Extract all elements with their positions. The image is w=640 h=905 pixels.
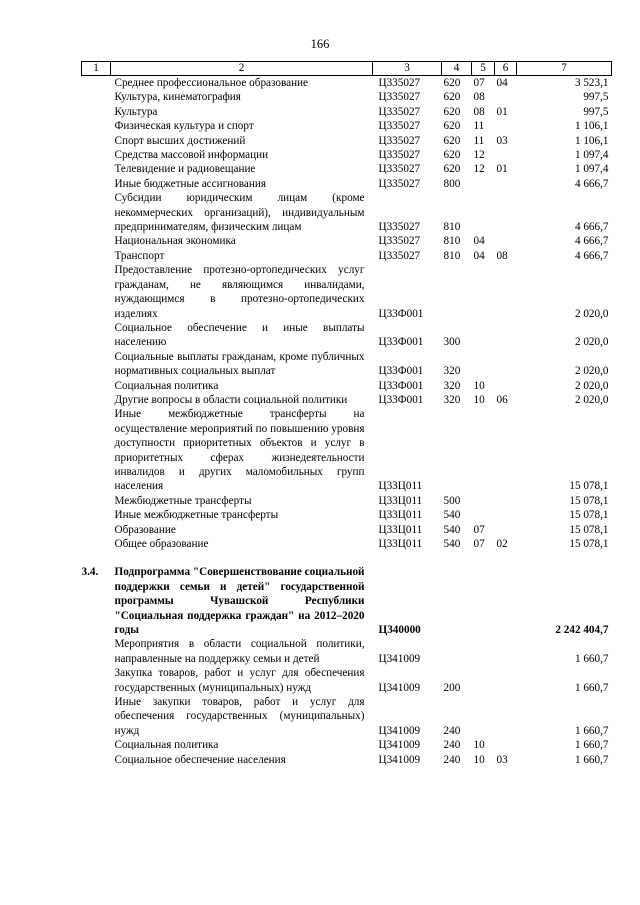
item-name: Социальная политика [114, 739, 219, 752]
item-name: Социальное обеспечение и иные выплаты населению [114, 321, 365, 349]
section-code: 08 [473, 91, 485, 104]
budget-table [81, 61, 612, 767]
subsection-code: 08 [496, 249, 508, 262]
section-code: 10 [473, 393, 485, 406]
amount-value: 15 078,1 [569, 523, 609, 536]
target-article-code: Ц341009 [378, 724, 421, 737]
section-code: 11 [473, 120, 485, 133]
target-article-code: Ц335027 [378, 149, 421, 162]
target-article-code: Ц341009 [378, 681, 421, 694]
table-row [82, 494, 612, 508]
table-row [82, 508, 612, 522]
amount-value: 15 078,1 [569, 480, 609, 493]
amount-value: 3 523,1 [574, 77, 609, 89]
target-article-code: Ц33Ц011 [378, 523, 423, 536]
subsection-code: 03 [496, 753, 508, 766]
item-name: Телевидение и радиовещание [114, 163, 256, 176]
section-code [472, 177, 495, 191]
section-code: 07 [473, 77, 485, 89]
expense-type-code: 540 [443, 509, 461, 522]
column-header-1: 1 [82, 62, 111, 76]
target-article-code: Ц33Ф001 [378, 379, 424, 392]
expense-type-code: 500 [443, 494, 461, 507]
expense-type-code: 810 [443, 249, 461, 262]
table-row [82, 321, 612, 350]
expense-type-code: 810 [443, 221, 461, 234]
section-code: 12 [473, 149, 485, 162]
target-article-code: Ц33Ц011 [378, 509, 423, 522]
item-name: Культура, кинематография [114, 91, 241, 104]
subsection-code [495, 407, 517, 493]
item-name: Общее образование [114, 538, 209, 550]
amount-value: 15 078,1 [569, 494, 609, 507]
amount-value: 4 666,7 [574, 249, 609, 262]
target-article-code: Ц33Ф001 [378, 393, 424, 406]
expense-type-code: 320 [443, 365, 461, 378]
table-row [82, 105, 612, 119]
target-article-code: Ц341009 [378, 652, 421, 665]
section-code: 07 [473, 538, 485, 550]
target-article-code: Ц335027 [378, 221, 421, 234]
item-number [82, 537, 111, 551]
target-article-code: Ц335027 [378, 77, 421, 89]
amount-value: 1 660,7 [574, 652, 609, 665]
item-number [82, 191, 111, 234]
expense-type-code: 540 [443, 538, 461, 550]
item-number [82, 162, 111, 176]
section-code [472, 666, 495, 695]
expense-type-code [442, 637, 472, 666]
target-article-code: Ц335027 [378, 120, 421, 133]
expense-type-code [442, 565, 472, 637]
item-name: Социальная политика [114, 379, 219, 392]
amount-value: 15 078,1 [569, 509, 609, 522]
column-header-3: 3 [373, 62, 442, 76]
table-row [82, 695, 612, 738]
subsection-code [495, 379, 517, 393]
item-name: Социальные выплаты гражданам, кроме публичных нормативных социальных выплат [114, 350, 365, 378]
target-article-code: Ц341009 [378, 753, 421, 766]
item-name: Предоставление протезно-ортопедических услуг гражданам, не являющимся инвалидами, нуждающимся в протезно-ортопедических изделиях [114, 264, 365, 320]
table-row [82, 263, 612, 321]
item-number [82, 523, 111, 537]
expense-type-code: 320 [443, 393, 461, 406]
target-article-code: Ц33Ф001 [378, 336, 424, 349]
column-header-7: 7 [517, 62, 612, 76]
spacer-row [82, 551, 612, 565]
expense-type-code: 240 [443, 724, 461, 737]
item-name: Социальное обеспечение населения [114, 753, 286, 766]
amount-value: 997,5 [583, 105, 609, 118]
table-row [82, 162, 612, 176]
subsection-code [495, 148, 517, 162]
section-code: 11 [473, 134, 485, 147]
subsection-code [495, 494, 517, 508]
amount-value: 1 660,7 [574, 753, 609, 766]
target-article-code: Ц335027 [378, 177, 421, 190]
table-row [82, 379, 612, 393]
section-code: 10 [473, 739, 485, 752]
section-code [472, 321, 495, 350]
target-article-code: Ц33Ц011 [378, 494, 423, 507]
section-code [472, 565, 495, 637]
item-name: Иные бюджетные ассигнования [114, 177, 266, 190]
table-row [82, 249, 612, 263]
section-code: 07 [473, 523, 485, 536]
amount-value: 1 660,7 [574, 681, 609, 694]
table-body [82, 76, 612, 768]
expense-type-code: 810 [443, 235, 461, 248]
spacer-cell [82, 551, 612, 565]
amount-value: 1 106,1 [574, 134, 609, 147]
item-name: Закупка товаров, работ и услуг для обеспечения государственных (муниципальных) нужд [114, 667, 365, 694]
table-row [82, 191, 612, 234]
amount-value: 1 097,4 [574, 163, 609, 176]
item-name: Субсидии юридическим лицам (кроме некоммерческих организаций), индивидуальным предпринимателям, физическим лицам [114, 192, 365, 234]
column-header-2: 2 [111, 62, 373, 76]
subsection-code [495, 191, 517, 234]
section-code [472, 263, 495, 321]
amount-value: 15 078,1 [569, 538, 609, 550]
subsection-code: 04 [496, 77, 508, 89]
subsection-code: 01 [496, 105, 508, 118]
amount-value: 2 020,0 [574, 393, 609, 406]
item-number [82, 393, 111, 407]
item-number [82, 134, 111, 148]
subsection-code [495, 119, 517, 133]
expense-type-code: 620 [443, 105, 461, 118]
target-article-code: Ц335027 [378, 105, 421, 118]
expense-type-code: 620 [443, 149, 461, 162]
page-number: 166 [310, 37, 330, 51]
item-name: Национальная экономика [114, 235, 236, 248]
expense-type-code: 800 [443, 177, 461, 190]
expense-type-code [442, 263, 472, 321]
subsection-code [495, 637, 517, 666]
table-row [82, 565, 612, 637]
amount-value: 2 020,0 [574, 336, 609, 349]
table-row [82, 177, 612, 191]
subsection-code [495, 666, 517, 695]
amount-value: 1 106,1 [574, 120, 609, 133]
section-code [472, 508, 495, 522]
target-article-code: Ц335027 [378, 249, 421, 262]
subsection-code [495, 523, 517, 537]
amount-value: 1 660,7 [574, 739, 609, 752]
item-number [82, 753, 111, 767]
expense-type-code: 300 [443, 336, 461, 349]
amount-value: 2 020,0 [574, 365, 609, 378]
target-article-code: Ц33Ц011 [378, 538, 423, 550]
table-row [82, 134, 612, 148]
table-row [82, 666, 612, 695]
section-code [472, 191, 495, 234]
subsection-code: 02 [496, 538, 508, 550]
target-article-code: Ц335027 [378, 91, 421, 104]
header-row [82, 62, 612, 76]
item-number [82, 76, 111, 91]
table-row [82, 148, 612, 162]
section-code: 10 [473, 753, 485, 766]
expense-type-code: 620 [443, 77, 461, 89]
item-number [82, 249, 111, 263]
item-number [82, 321, 111, 350]
table-row [82, 350, 612, 379]
item-number: 3.4. [81, 566, 99, 579]
table-row [82, 537, 612, 551]
section-code: 04 [473, 235, 485, 248]
table-row [82, 407, 612, 493]
item-number [82, 494, 111, 508]
subsection-code [495, 263, 517, 321]
subsection-code [495, 565, 517, 637]
expense-type-code [442, 407, 472, 493]
section-code: 04 [473, 249, 485, 262]
subsection-code [495, 508, 517, 522]
item-number [82, 666, 111, 695]
target-article-code: Ц335027 [378, 163, 421, 176]
amount-value: 997,5 [583, 91, 609, 104]
item-number [82, 90, 111, 104]
expense-type-code: 200 [443, 681, 461, 694]
item-name: Спорт высших достижений [114, 134, 246, 147]
subsection-code [495, 738, 517, 752]
amount-value: 2 020,0 [574, 379, 609, 392]
item-name: Культура [114, 105, 158, 118]
target-article-code: Ц335027 [378, 134, 421, 147]
amount-value: 4 666,7 [574, 235, 609, 248]
table-row [82, 523, 612, 537]
item-number [82, 105, 111, 119]
section-code [472, 494, 495, 508]
section-code: 10 [473, 379, 485, 392]
expense-type-code: 240 [443, 739, 461, 752]
item-number [82, 738, 111, 752]
target-article-code: Ц33Ф001 [378, 307, 424, 320]
expense-type-code: 320 [443, 379, 461, 392]
amount-value: 2 242 404,7 [555, 624, 609, 637]
amount-value: 4 666,7 [574, 177, 609, 190]
table-row [82, 234, 612, 248]
section-code: 12 [473, 163, 485, 176]
subsection-code: 03 [496, 134, 508, 147]
item-name: Иные закупки товаров, работ и услуг для обеспечения государственных (муниципальных) нужд [114, 696, 365, 737]
amount-value: 1 660,7 [574, 724, 609, 737]
table-row [82, 637, 612, 666]
amount-value: 1 097,4 [574, 149, 609, 162]
expense-type-code: 620 [443, 134, 461, 147]
section-code: 08 [473, 105, 485, 118]
item-name: Среднее профессиональное образование [114, 77, 309, 89]
subsection-code: 06 [496, 393, 508, 406]
expense-type-code: 620 [443, 91, 461, 104]
table-row [82, 738, 612, 752]
item-name: Физическая культура и спорт [114, 120, 254, 133]
item-name: Образование [114, 523, 176, 536]
item-name: Другие вопросы в области социальной политики [114, 393, 348, 406]
item-number [82, 508, 111, 522]
item-name: Средства массовой информации [114, 149, 269, 162]
expense-type-code: 540 [443, 523, 461, 536]
item-number [82, 350, 111, 379]
subsection-code [495, 350, 517, 379]
section-code [472, 637, 495, 666]
column-header-5: 5 [472, 62, 495, 76]
target-article-code: Ц335027 [378, 235, 421, 248]
subsection-code: 01 [496, 163, 508, 176]
item-number [82, 407, 111, 493]
amount-value: 2 020,0 [574, 307, 609, 320]
item-name: Межбюджетные трансферты [114, 494, 252, 507]
table-row [82, 753, 612, 767]
item-name: Мероприятия в области социальной политики, направленные на поддержку семьи и детей [114, 638, 365, 665]
expense-type-code: 240 [443, 753, 461, 766]
subsection-code [495, 90, 517, 104]
target-article-code: Ц340000 [378, 624, 421, 637]
expense-type-code: 620 [443, 120, 461, 133]
subsection-code [495, 234, 517, 248]
item-number [82, 695, 111, 738]
section-code [472, 407, 495, 493]
item-name: Подпрограмма "Совершенствование социальной поддержки семьи и детей" государственной программы Чувашской Республики "Социальная поддержка граждан" на 2012–2020 годы [114, 566, 365, 637]
table-row [82, 76, 612, 91]
table-row [82, 119, 612, 133]
section-code [472, 350, 495, 379]
target-article-code: Ц341009 [378, 739, 421, 752]
section-code [472, 695, 495, 738]
expense-type-code: 620 [443, 163, 461, 176]
subsection-code [495, 321, 517, 350]
item-number [82, 637, 111, 666]
column-header-4: 4 [442, 62, 472, 76]
column-header-6: 6 [495, 62, 517, 76]
subsection-code [495, 695, 517, 738]
item-number [82, 379, 111, 393]
item-name: Иные межбюджетные трансферты на осуществление мероприятий по повышению уровня доступности приоритетных объектов и услуг в приоритетных сферах жизнедеятельности инвалидов и других маломобильных групп населения [114, 408, 365, 493]
item-name: Иные межбюджетные трансферты [114, 509, 279, 522]
item-number [82, 119, 111, 133]
item-name: Транспорт [114, 249, 165, 262]
item-number [82, 234, 111, 248]
target-article-code: Ц33Ц011 [378, 480, 423, 493]
table-row [82, 90, 612, 104]
item-number [82, 177, 111, 191]
amount-value: 4 666,7 [574, 221, 609, 234]
item-number [82, 148, 111, 162]
item-number [82, 263, 111, 321]
target-article-code: Ц33Ф001 [378, 365, 424, 378]
subsection-code [495, 177, 517, 191]
table-row [82, 393, 612, 407]
